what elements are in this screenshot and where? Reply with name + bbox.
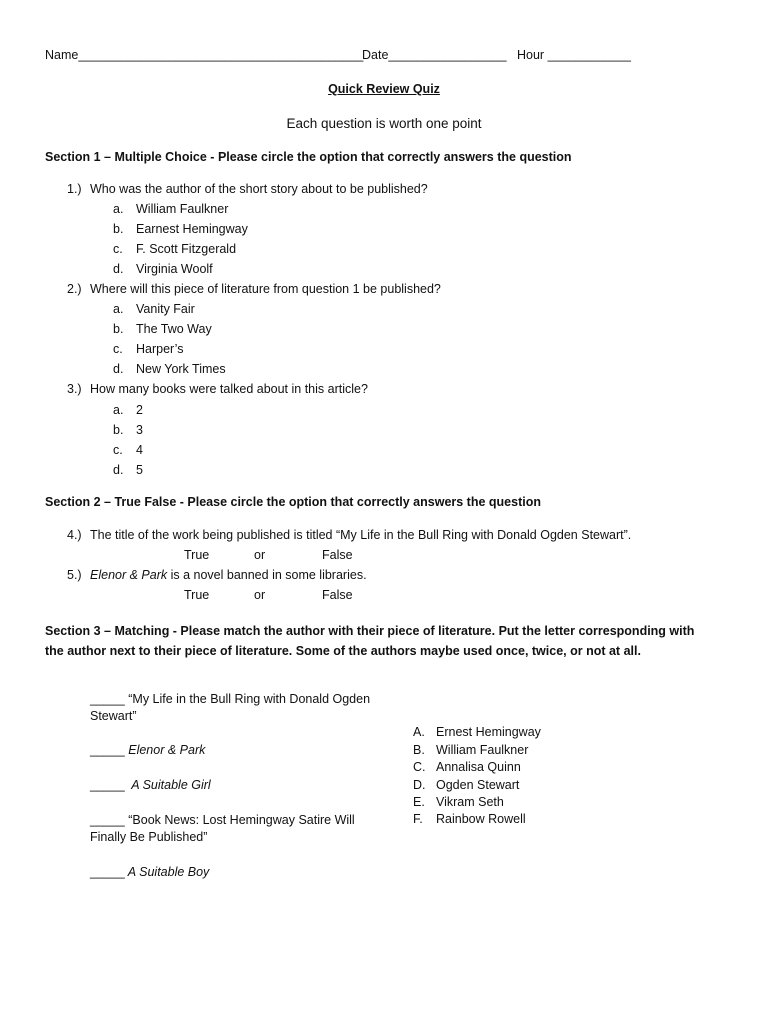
question-number: 3.): [67, 382, 82, 396]
option-letter: b.: [113, 322, 124, 336]
author-name: Annalisa Quinn: [436, 760, 521, 774]
option-letter: a.: [113, 302, 124, 316]
question-text: Where will this piece of literature from question 1 be published?: [90, 282, 441, 296]
quiz-subtitle: Each question is worth one point: [286, 116, 482, 131]
option-text[interactable]: The Two Way: [136, 322, 212, 336]
option-letter: b.: [113, 423, 124, 437]
section3-heading: Section 3 – Matching - Please match the author with their piece of literature. Put the letter corresponding with the author next to their piece of literature. Some of the authors maybe used once, twice, or not at all.: [45, 624, 695, 658]
date-field-line[interactable]: Date_________________: [362, 48, 507, 62]
quiz-title: Quick Review Quiz: [328, 82, 440, 96]
option-letter: a.: [113, 202, 124, 216]
author-letter: A.: [413, 725, 425, 739]
author-letter: F.: [413, 812, 423, 826]
option-text[interactable]: 3: [136, 423, 143, 437]
author-name: Rainbow Rowell: [436, 812, 526, 826]
true-option[interactable]: True: [184, 548, 210, 562]
author-letter: D.: [413, 778, 426, 792]
option-letter: c.: [113, 342, 123, 356]
option-letter: a.: [113, 403, 124, 417]
matching-item[interactable]: [90, 778, 211, 792]
matching-item[interactable]: [90, 812, 380, 846]
answer-blank[interactable]: _____: [90, 865, 125, 879]
question-text: Who was the author of the short story about to be published?: [90, 182, 428, 196]
option-text[interactable]: William Faulkner: [136, 202, 229, 216]
option-text[interactable]: Virginia Woolf: [136, 262, 213, 276]
matching-item-text: Elenor & Park: [124, 743, 206, 757]
option-text[interactable]: 2: [136, 403, 143, 417]
option-text[interactable]: F. Scott Fitzgerald: [136, 242, 237, 256]
answer-blank[interactable]: _____: [90, 743, 125, 757]
question-number: 4.): [67, 528, 82, 542]
author-name: Vikram Seth: [436, 795, 504, 809]
option-text[interactable]: Earnest Hemingway: [136, 222, 248, 236]
question-text: How many books were talked about in this article?: [90, 382, 368, 396]
option-text[interactable]: New York Times: [136, 362, 226, 376]
name-field-line[interactable]: Name_________________________________________: [45, 48, 364, 62]
section2-heading: Section 2 – True False - Please circle the option that correctly answers the question: [45, 495, 541, 509]
matching-item-text: “Book News: Lost Hemingway Satire Will Finally Be Published”: [90, 813, 355, 844]
author-name: Ogden Stewart: [436, 778, 520, 792]
matching-item[interactable]: [90, 743, 205, 757]
matching-item[interactable]: [90, 691, 380, 725]
or-label: or: [254, 588, 266, 602]
author-name: William Faulkner: [436, 743, 529, 757]
author-name: Ernest Hemingway: [436, 725, 541, 739]
matching-item-text: A Suitable Girl: [124, 778, 211, 792]
or-label: or: [254, 548, 266, 562]
false-option[interactable]: False: [322, 548, 353, 562]
question-number: 1.): [67, 182, 82, 196]
option-letter: b.: [113, 222, 124, 236]
option-letter: d.: [113, 463, 124, 477]
question-text: [90, 568, 367, 582]
matching-item[interactable]: [90, 865, 209, 879]
section1-heading: Section 1 – Multiple Choice - Please circle the option that correctly answers the question: [45, 150, 572, 164]
option-letter: c.: [113, 443, 123, 457]
author-letter: B.: [413, 743, 425, 757]
question-number: 5.): [67, 568, 82, 582]
option-text[interactable]: 4: [136, 443, 143, 457]
hour-field-line[interactable]: Hour ____________: [517, 48, 631, 62]
option-letter: c.: [113, 242, 123, 256]
answer-blank[interactable]: _____: [90, 813, 125, 827]
option-text[interactable]: Harper’s: [136, 342, 184, 356]
option-letter: d.: [113, 362, 124, 376]
matching-item-text: A Suitable Boy: [124, 865, 210, 879]
question-number: 2.): [67, 282, 82, 296]
answer-blank[interactable]: _____: [90, 692, 125, 706]
false-option[interactable]: False: [322, 588, 353, 602]
option-letter: d.: [113, 262, 124, 276]
question-text-rest: is a novel banned in some libraries.: [167, 568, 367, 582]
matching-item-text: “My Life in the Bull Ring with Donald Ogden Stewart”: [90, 692, 371, 723]
true-option[interactable]: True: [184, 588, 210, 602]
author-letter: E.: [413, 795, 425, 809]
answer-blank[interactable]: _____: [90, 778, 125, 792]
author-letter: C.: [413, 760, 426, 774]
option-text[interactable]: 5: [136, 463, 143, 477]
book-title: Elenor & Park: [90, 568, 168, 582]
question-text: The title of the work being published is titled “My Life in the Bull Ring with Donald Ogden Stewart”.: [90, 528, 632, 542]
option-text[interactable]: Vanity Fair: [136, 302, 195, 316]
